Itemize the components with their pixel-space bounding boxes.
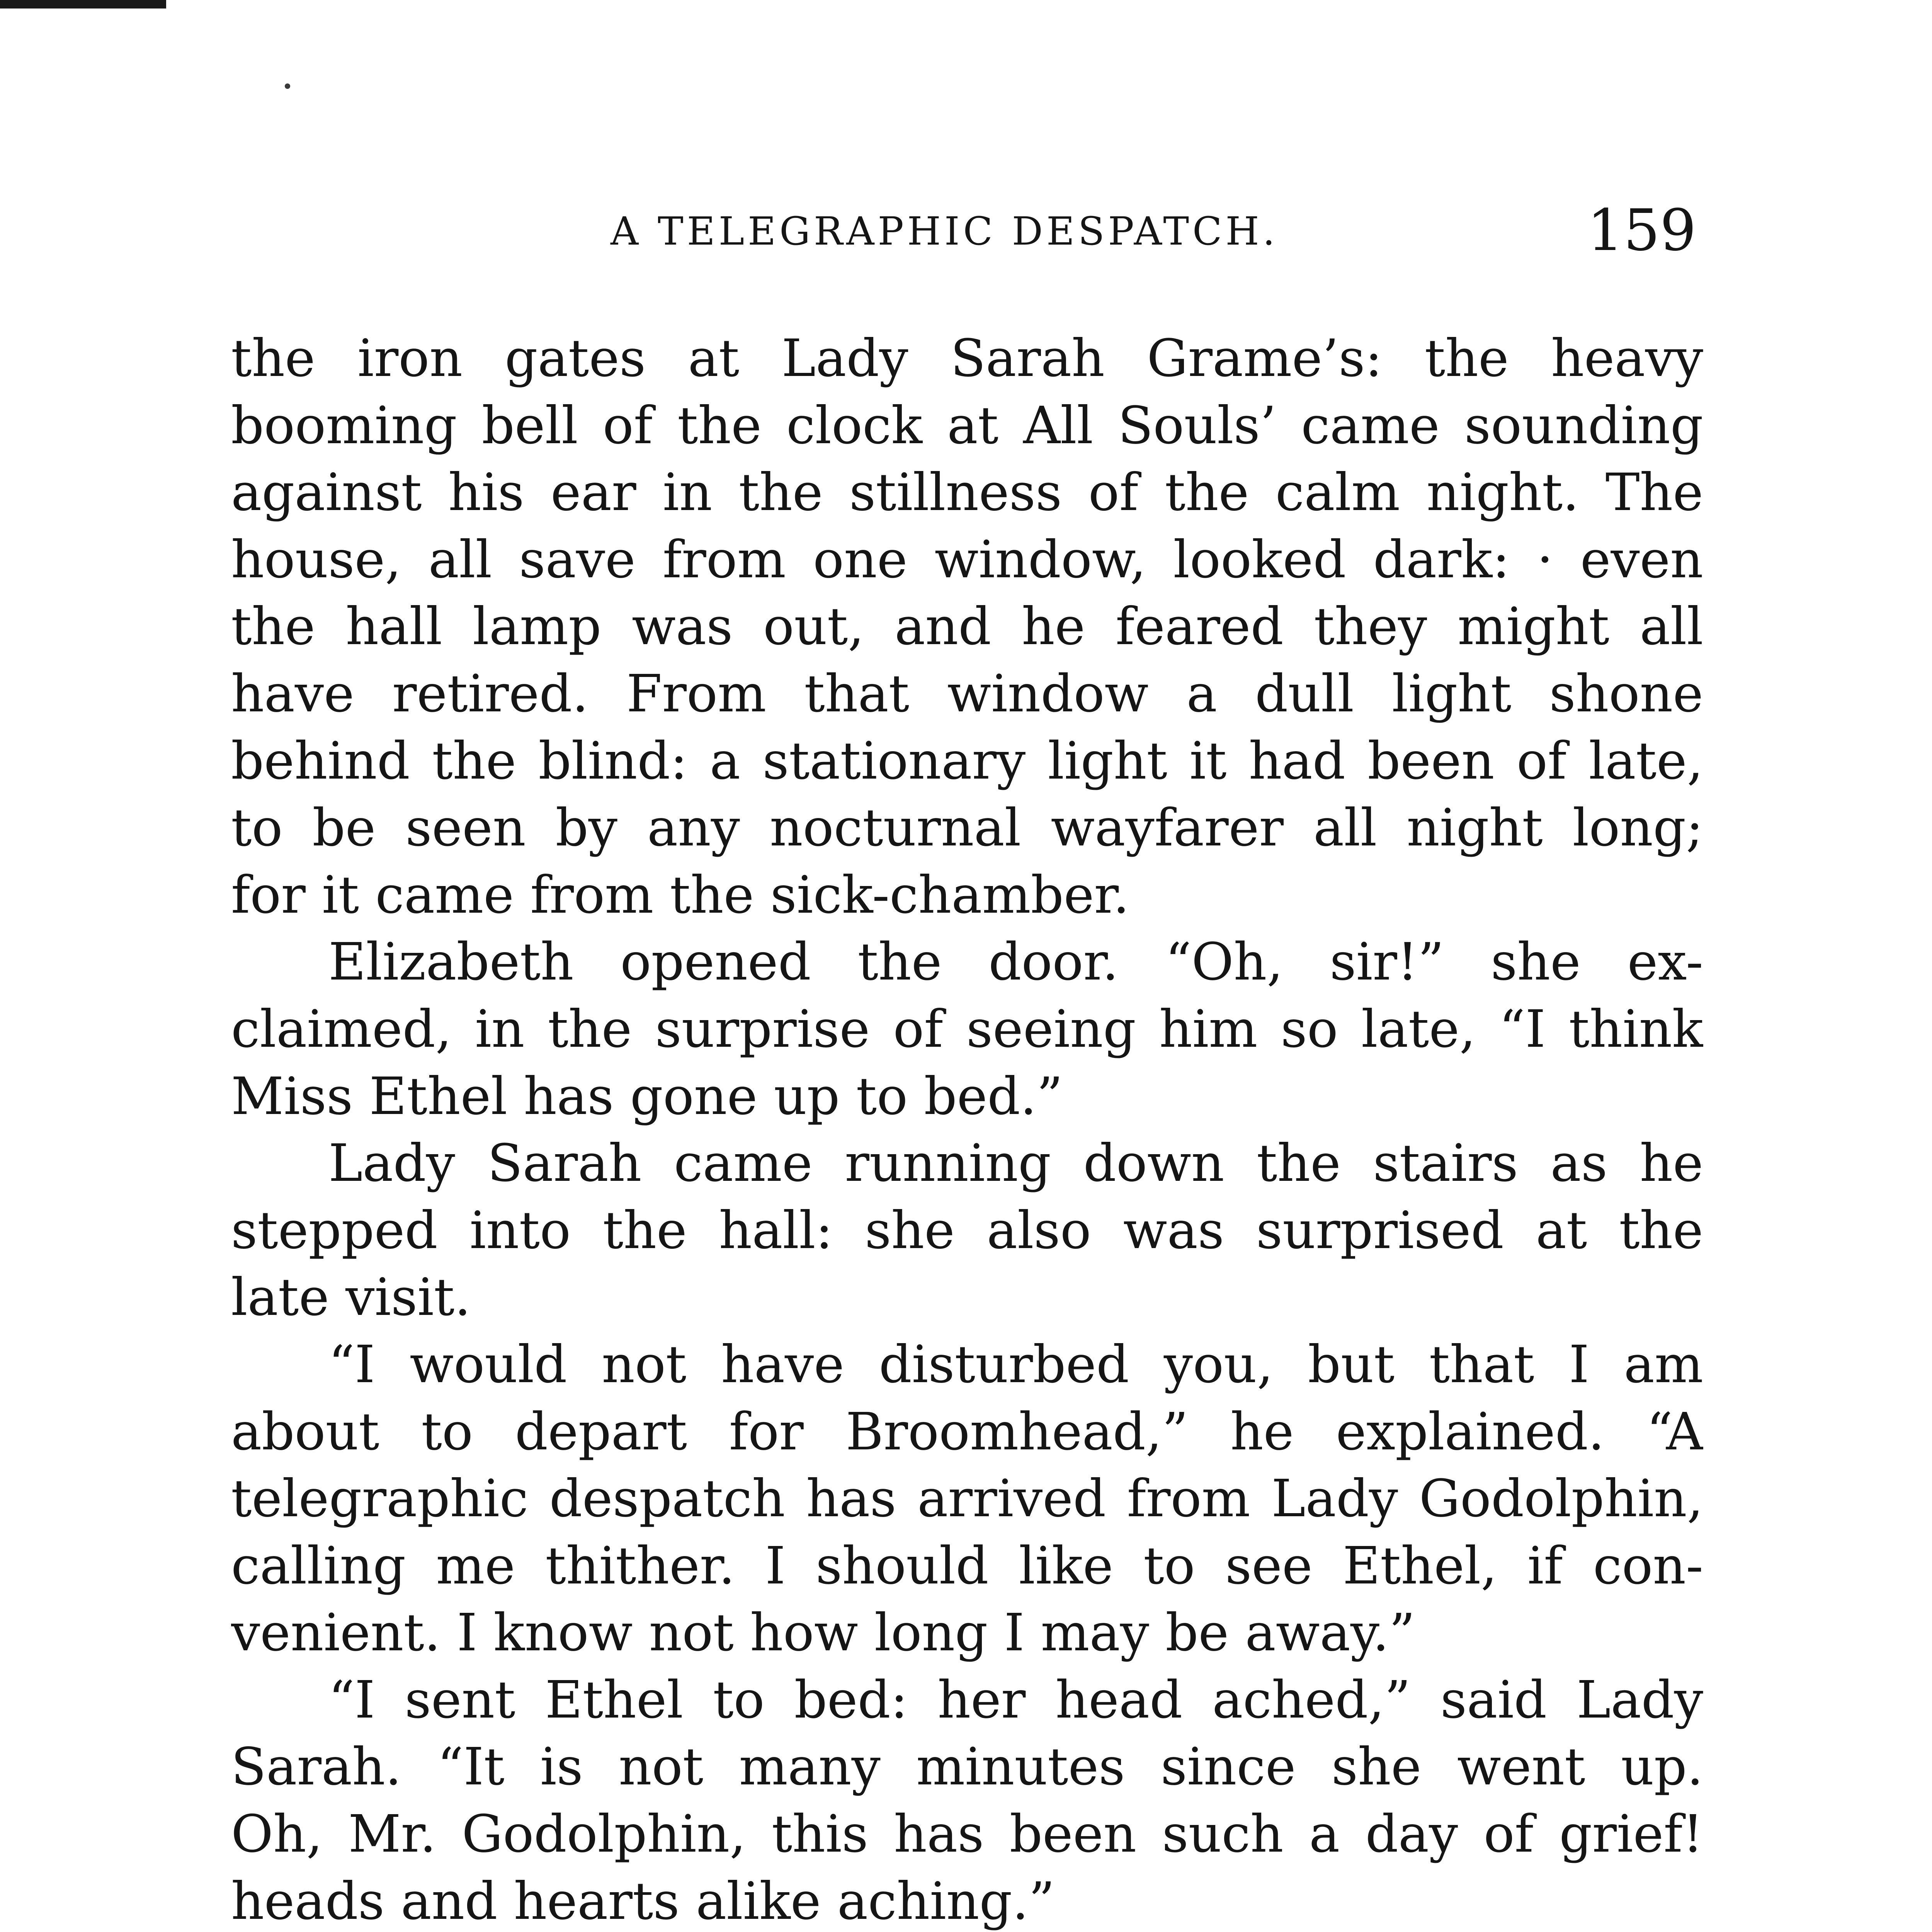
page-number: 159	[1587, 197, 1696, 264]
text-line: venient. I know not how long I may be away.”	[231, 1603, 1415, 1663]
running-head-title: A TELEGRAPHIC DESPATCH.	[611, 209, 1279, 254]
text-line: “I sent Ethel to bed: her head ached,” said Lady	[328, 1670, 1703, 1730]
text-line: “I would not have disturbed you, but that I am	[328, 1335, 1703, 1395]
text-line: Miss Ethel has gone up to bed.”	[231, 1066, 1063, 1126]
text-line: Sarah. “It is not many minutes since she went up.	[231, 1737, 1703, 1797]
text-line: behind the blind: a stationary light it had been of late,	[231, 731, 1703, 791]
text-line: the hall lamp was out, and he feared they might all	[231, 597, 1703, 657]
text-line: late visit.	[231, 1268, 471, 1328]
text-line: about to depart for Broomhead,” he explained. “A	[231, 1402, 1703, 1462]
text-line: claimed, in the surprise of seeing him so late, “I think	[231, 999, 1703, 1059]
text-line: to be seen by any nocturnal wayfarer all night long;	[231, 798, 1703, 858]
running-head	[232, 193, 1700, 264]
text-line: have retired. From that window a dull light shone	[231, 664, 1703, 724]
body-text	[231, 325, 1703, 1932]
text-line: calling me thither. I should like to see Ethel, if con-	[231, 1536, 1703, 1596]
text-line: booming bell of the clock at All Souls’ came sounding	[231, 396, 1703, 456]
scan-edge-mark	[0, 0, 166, 9]
text-line: stepped into the hall: she also was surprised at the	[231, 1201, 1703, 1260]
scan-speck	[285, 83, 290, 89]
text-line: for it came from the sick-chamber.	[231, 865, 1129, 925]
text-line: house, all save from one window, looked dark: · even	[231, 530, 1703, 590]
text-line: the iron gates at Lady Sarah Grame’s: the heavy	[231, 329, 1703, 388]
text-line: Lady Sarah came running down the stairs as he	[328, 1134, 1703, 1194]
text-line: against his ear in the stillness of the calm night. The	[231, 463, 1703, 523]
text-line: telegraphic despatch has arrived from Lady Godolphin,	[231, 1469, 1703, 1529]
text-line: Oh, Mr. Godolphin, this has been such a day of grief!	[231, 1804, 1703, 1864]
text-line: Elizabeth opened the door. “Oh, sir!” she ex-	[328, 932, 1703, 992]
text-line: heads and hearts alike aching.”	[231, 1871, 1055, 1931]
